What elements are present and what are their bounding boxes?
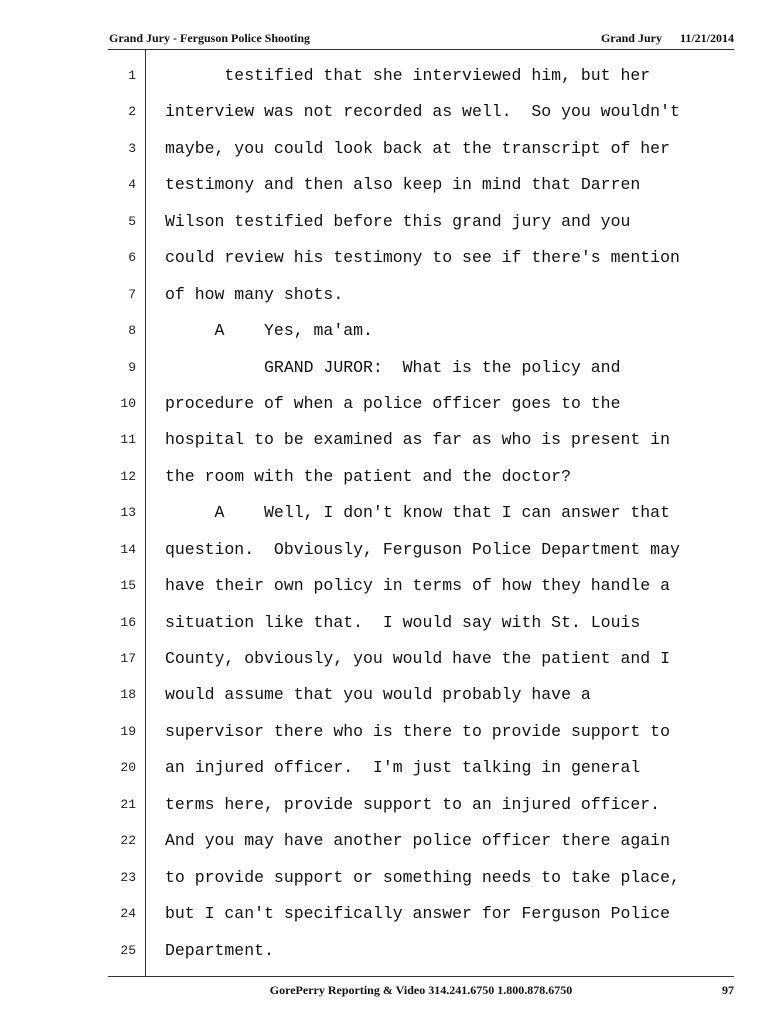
line-number: 13	[120, 505, 136, 521]
transcript-line: testimony and then also keep in mind that Darren	[165, 175, 641, 195]
transcript-line: have their own policy in terms of how they handle a	[165, 576, 670, 596]
line-number: 22	[120, 833, 136, 849]
line-number: 9	[128, 359, 136, 375]
transcript-line: to provide support or something needs to take place,	[165, 867, 680, 887]
line-number: 18	[120, 687, 136, 703]
transcript-line: hospital to be examined as far as who is present in	[165, 430, 670, 450]
transcript-line: an injured officer. I'm just talking in general	[165, 758, 641, 778]
line-number: 20	[120, 760, 136, 776]
footer-rule	[108, 976, 734, 977]
line-number: 19	[120, 723, 136, 739]
line-number: 10	[120, 395, 136, 411]
transcript-line: GRAND JUROR: What is the policy and	[165, 357, 621, 377]
header-date: 11/21/2014	[679, 31, 734, 45]
transcript-line: the room with the patient and the doctor?	[165, 466, 571, 486]
line-number: 4	[128, 177, 136, 193]
transcript-line: maybe, you could look back at the transcript of her	[165, 138, 670, 158]
transcript-line: of how many shots.	[165, 284, 344, 304]
transcript-line: Wilson testified before this grand jury and you	[165, 211, 631, 231]
header-meta	[601, 28, 734, 48]
line-number: 15	[120, 578, 136, 594]
line-number: 8	[128, 323, 136, 339]
line-number-column	[108, 58, 136, 969]
reporter-info: GorePerry Reporting & Video 314.241.6750 1.800.878.6750	[269, 983, 573, 997]
transcript-line: A Well, I don't know that I can answer that	[165, 503, 670, 523]
transcript-line: but I can't specifically answer for Ferguson Police	[165, 904, 670, 924]
line-number: 25	[120, 942, 136, 958]
header-title: Grand Jury - Ferguson Police Shooting	[109, 31, 311, 45]
transcript-line: Department.	[165, 940, 274, 960]
line-number: 5	[128, 213, 136, 229]
transcript-line: would assume that you would probably have a	[165, 685, 591, 705]
transcript-line: procedure of when a police officer goes to the	[165, 393, 621, 413]
line-number: 23	[120, 869, 136, 885]
transcript-line: interview was not recorded as well. So you wouldn't	[165, 102, 680, 122]
transcript-line: terms here, provide support to an injured officer.	[165, 794, 661, 814]
page-header	[109, 28, 734, 48]
line-number: 24	[120, 906, 136, 922]
transcript-line: could review his testimony to see if there's mention	[165, 248, 680, 268]
transcript-line: testified that she interviewed him, but her	[165, 66, 651, 85]
page-footer	[108, 980, 734, 1000]
line-number: 14	[120, 541, 136, 557]
transcript-line: situation like that. I would say with St. Louis	[165, 612, 641, 632]
page-number: 97	[722, 983, 734, 997]
line-number: 7	[128, 286, 136, 302]
line-number: 6	[128, 250, 136, 266]
line-number: 16	[120, 614, 136, 630]
header-rule	[108, 49, 734, 50]
line-number: 11	[120, 432, 136, 448]
line-number: 3	[128, 140, 136, 156]
line-number: 17	[120, 651, 136, 666]
left-margin-rule	[145, 50, 146, 976]
header-section: Grand Jury	[600, 31, 662, 45]
transcript-line: And you may have another police officer there again	[165, 831, 670, 851]
line-number: 2	[128, 104, 136, 120]
transcript-line: supervisor there who is there to provide support to	[165, 721, 670, 741]
transcript-body	[165, 58, 734, 969]
transcript-line: A Yes, ma'am.	[165, 321, 373, 341]
line-number: 12	[120, 468, 136, 484]
transcript-line: County, obviously, you would have the patient and I	[165, 649, 670, 668]
line-number: 1	[128, 68, 136, 83]
line-number: 21	[120, 796, 136, 812]
transcript-line: question. Obviously, Ferguson Police Department may	[165, 539, 680, 559]
